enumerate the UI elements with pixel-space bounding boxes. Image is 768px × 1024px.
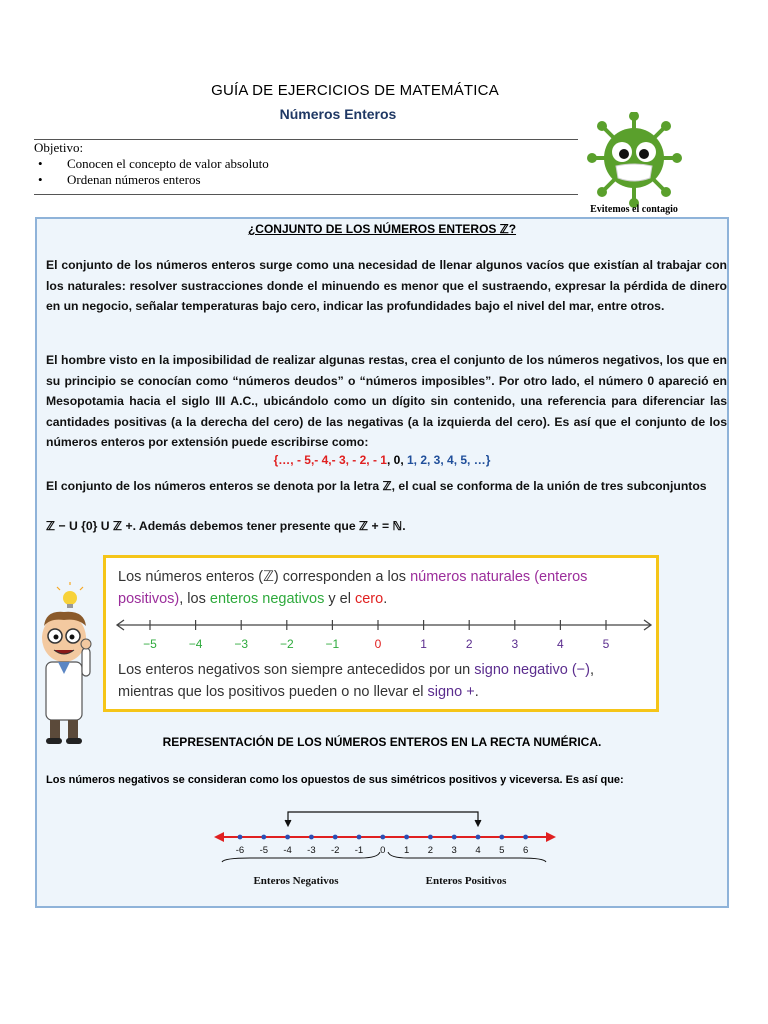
info-text-negative-sign: signo negativo (−) <box>474 662 590 678</box>
info-text-part: , los <box>179 591 210 607</box>
tick-label: 5 <box>602 637 610 651</box>
tick-label: 3 <box>451 845 457 856</box>
objective-box <box>34 139 578 195</box>
tick-label: -5 <box>259 845 269 856</box>
info-text-negatives: enteros negativos <box>209 591 325 607</box>
virus-mascot-icon <box>578 112 690 216</box>
info-text-part: Los números enteros (ℤ) corresponden a los <box>118 569 411 585</box>
info-text-signs <box>118 659 653 703</box>
lightbulb-icon <box>63 591 77 605</box>
tick-point <box>380 835 385 840</box>
scientist-illustration <box>36 582 100 748</box>
info-text-part: . <box>383 591 388 607</box>
info-text-part: y el <box>324 591 355 607</box>
tick-point <box>452 835 457 840</box>
set-negatives: - 5,- 4,- 3, - 2, - 1 <box>296 453 387 467</box>
down-arrow-icon <box>475 820 481 826</box>
set-brace-open: {…, <box>273 453 297 467</box>
mascot-caption: Evitemos el contagio <box>590 204 678 215</box>
tick-label: 2 <box>465 637 473 651</box>
tick-label: 5 <box>499 845 505 856</box>
tick-label: −1 <box>325 637 340 651</box>
positives-label: Enteros Positivos <box>425 875 507 887</box>
paragraph: El conjunto de los números enteros se denota por la letra ℤ, el cual se conforma de la unión de tres subconjuntos <box>46 479 707 493</box>
page-title: GUÍA DE EJERCICIOS DE MATEMÁTICA <box>211 82 499 99</box>
info-text-naturals: números naturales (enteros positivos) <box>118 569 588 607</box>
set-positives: 1, 2, 3, 4, 5 <box>407 453 468 467</box>
tick-label: 3 <box>511 637 519 651</box>
tick-point <box>333 835 338 840</box>
tick-label: −2 <box>279 637 294 651</box>
tick-label: 1 <box>420 637 427 651</box>
tick-label: 2 <box>427 845 434 856</box>
tick-point <box>428 835 433 840</box>
objective-label: Objetivo: <box>34 140 84 155</box>
section-heading: ¿CONJUNTO DE LOS NÚMEROS ENTEROS ℤ? <box>247 222 517 236</box>
tick-point <box>309 835 314 840</box>
set-separator: , <box>386 453 394 467</box>
tick-label: -1 <box>354 845 364 856</box>
negatives-label: Enteros Negativos <box>253 875 339 887</box>
opposites-bracket <box>288 812 478 823</box>
set-brace-close: , …} <box>467 453 491 467</box>
tick-point <box>285 835 290 840</box>
tick-point <box>404 835 409 840</box>
info-text-part: , mientras que los positivos pueden o no llevar el <box>118 662 594 700</box>
tick-point <box>238 835 243 840</box>
set-separator: , <box>400 453 407 467</box>
paragraph: ℤ − U {0} U ℤ +. Además debemos tener presente que ℤ + = ℕ. <box>46 519 406 533</box>
info-text-definition <box>118 566 653 610</box>
tick-point <box>523 835 528 840</box>
tick-point <box>261 835 266 840</box>
number-line-opposites <box>210 790 560 890</box>
set-zero: 0 <box>393 453 401 467</box>
tick-label: 1 <box>403 845 410 856</box>
tick-label: -3 <box>307 845 316 856</box>
page-subtitle: Números Enteros <box>279 106 397 122</box>
right-arrow-icon <box>546 832 556 842</box>
objective-item: • Conocen el concepto de valor absoluto <box>34 156 578 172</box>
info-text-part: . <box>474 684 479 700</box>
tick-label: 4 <box>557 637 564 651</box>
left-arrow-icon <box>214 832 224 842</box>
tick-label: 6 <box>522 845 529 856</box>
paragraph: El hombre visto en la imposibilidad de realizar algunas restas, crea el conjunto de los números negativos, los que en su principio se conocían como “números deudos” o “números imposibles”. Por otro lado, el número 0 apareció en Mesopotamia hacia el siglo III A.C., ubicándolo como un dígito sin contenido, una referencia para diferenciar las cantidades positivas (a la derecha del cero) de las negativas (a la izquierda del cero). Es así que el conjunto de los números enteros por extensión puede escribirse como: <box>46 353 727 449</box>
tick-label: −5 <box>143 637 157 651</box>
down-arrow-icon <box>285 820 291 826</box>
tick-point <box>499 835 504 840</box>
tick-label: −4 <box>188 637 203 651</box>
objective-item: • Ordenan números enteros <box>34 172 578 188</box>
info-text-part: Los enteros negativos son siempre antecedidos por un <box>118 662 475 678</box>
tick-label: -2 <box>330 845 340 856</box>
objective-list <box>34 156 578 188</box>
tick-label: 0 <box>380 845 386 856</box>
number-line-small <box>112 612 657 654</box>
tick-label: -6 <box>235 845 245 856</box>
tick-label: −3 <box>234 637 249 651</box>
tick-point <box>476 835 481 840</box>
tick-label: -4 <box>283 845 292 856</box>
section-heading: REPRESENTACIÓN DE LOS NÚMEROS ENTEROS EN LA RECTA NUMÉRICA. <box>162 735 602 749</box>
info-text-zero: cero <box>354 591 384 607</box>
tick-label: 4 <box>475 845 481 856</box>
integer-set-extension <box>35 453 729 467</box>
tick-label: 0 <box>374 637 382 651</box>
info-text-positive-sign: signo + <box>427 684 475 700</box>
tick-point <box>357 835 362 840</box>
paragraph: El conjunto de los números enteros surge como una necesidad de llenar algunos vacíos que existían al trabajar con los naturales: resolver sustracciones donde el minuendo es menor que el sustraendo, expresar la pérdida de dinero en un negocio, señalar temperaturas bajo cero, indicar las profundidades bajo el nivel del mar, entre otros. <box>46 258 727 313</box>
paragraph: Los números negativos se consideran como los opuestos de sus simétricos positivos y viceversa. Es así que: <box>46 774 624 786</box>
